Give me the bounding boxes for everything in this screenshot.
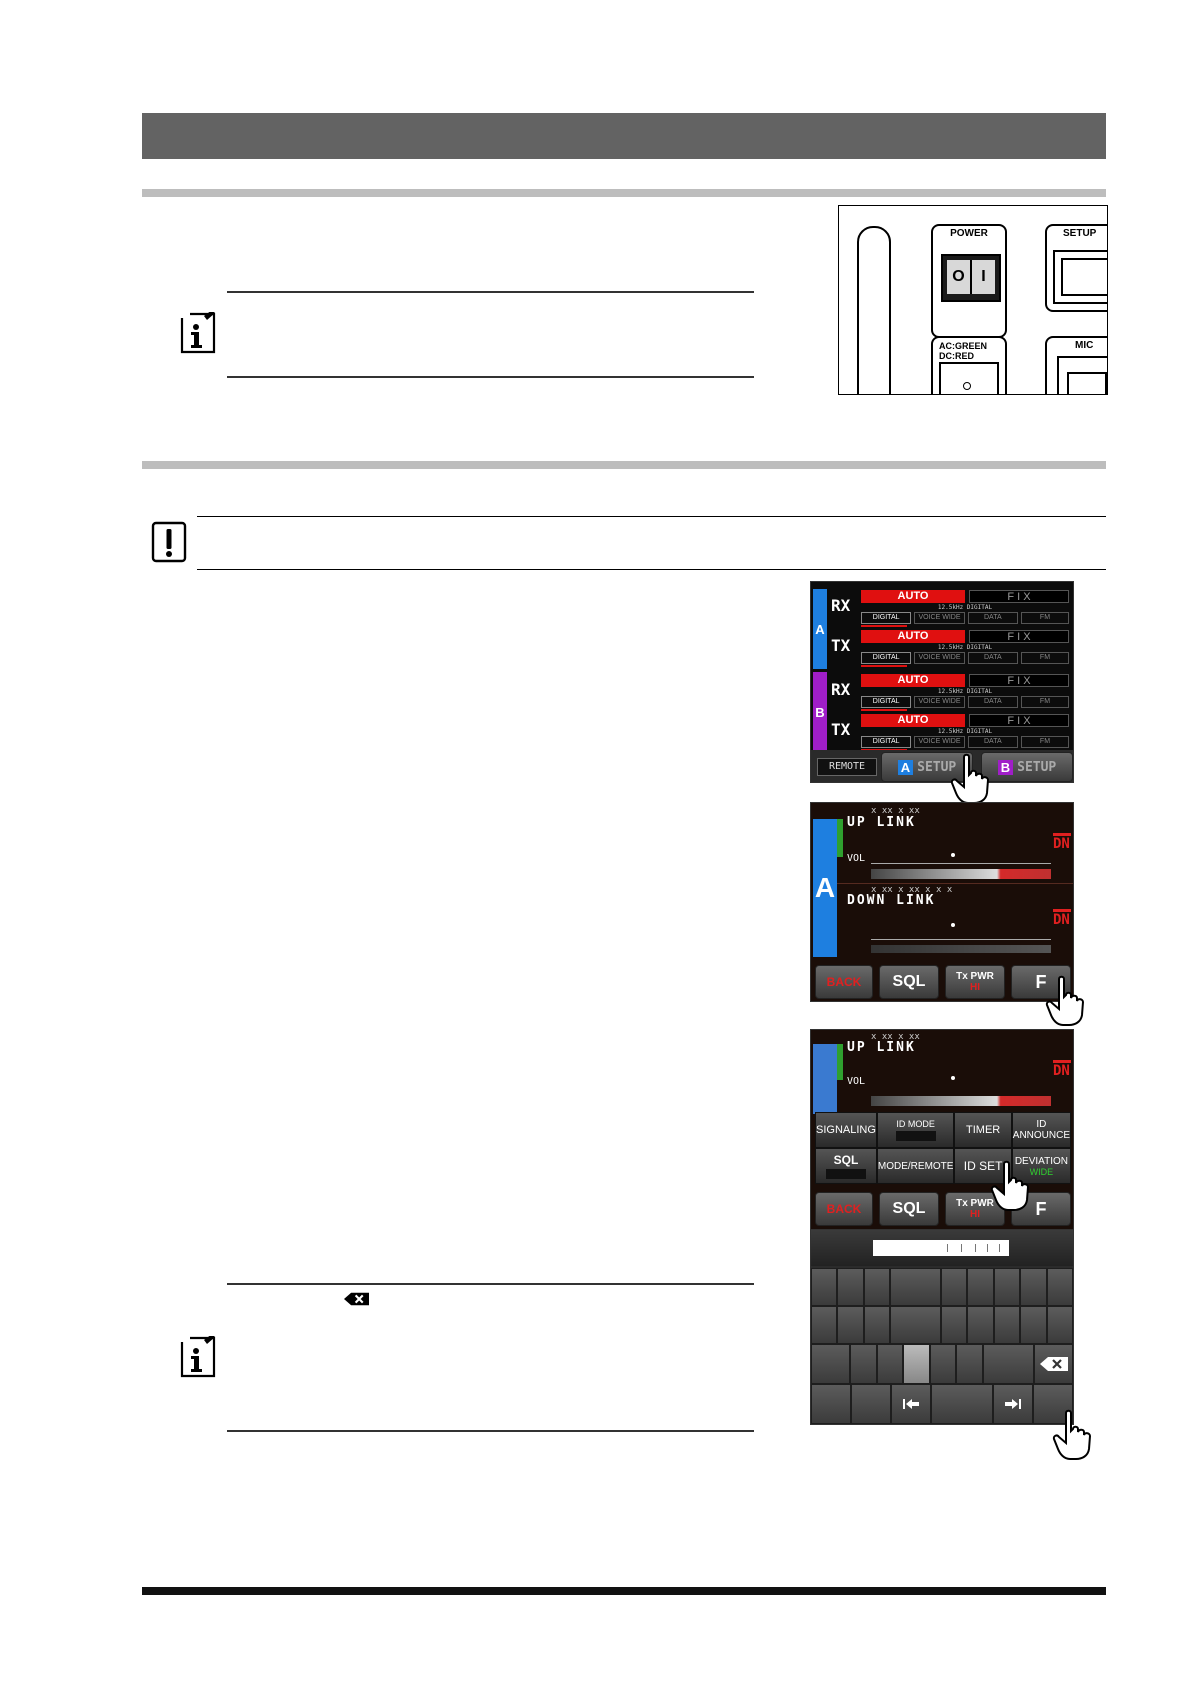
key[interactable] [967, 1268, 993, 1306]
function-menu-grid [815, 1112, 1071, 1184]
key[interactable] [850, 1344, 877, 1384]
opt-digital[interactable]: DIGITAL [861, 652, 911, 664]
auto-button[interactable]: AUTO [861, 630, 965, 643]
band-a-indicator: A [813, 819, 837, 957]
up-frequency: x xx x xx [871, 1032, 920, 1042]
mode-options [861, 696, 1069, 708]
down-frequency: x xx x xx x x x [871, 885, 953, 895]
down-dot [951, 923, 955, 927]
cursor-left-icon [903, 1399, 919, 1409]
opt-fm[interactable]: FM [1021, 736, 1069, 748]
switch-off-mark: O [947, 260, 972, 294]
power-switch[interactable] [941, 254, 1001, 302]
menu-signaling[interactable]: SIGNALING [815, 1112, 877, 1148]
key[interactable] [983, 1344, 1034, 1384]
key-row-2 [811, 1306, 1073, 1344]
fix-button[interactable]: F I X [969, 674, 1069, 687]
note2-bottom-rule [227, 1430, 754, 1432]
subsection-rule-1 [142, 189, 1106, 197]
key[interactable] [941, 1268, 967, 1306]
mic-jack [1057, 356, 1108, 395]
row-b-tx [831, 712, 1071, 752]
uplink-bar [837, 819, 843, 857]
caution-top-rule [197, 516, 1106, 517]
row-a-rx [831, 588, 1071, 628]
back-button[interactable]: BACK [815, 1192, 873, 1226]
backspace-key[interactable] [1034, 1344, 1073, 1384]
opt-voice-wide[interactable]: VOICE WIDE [914, 696, 964, 708]
up-frequency: x xx x xx [871, 806, 920, 816]
key[interactable] [994, 1306, 1020, 1344]
menu-id-mode-label: ID MODE [896, 1119, 935, 1129]
divider [837, 883, 1073, 884]
opt-voice-wide[interactable]: VOICE WIDE [914, 612, 964, 624]
led-label [939, 341, 987, 361]
key[interactable] [851, 1384, 891, 1424]
screen-main-operating [810, 802, 1074, 1002]
key[interactable] [811, 1344, 850, 1384]
selected-underline [861, 665, 907, 667]
f-button[interactable]: F [1011, 965, 1071, 999]
menu-id-mode[interactable] [877, 1112, 955, 1148]
space-key[interactable] [931, 1384, 994, 1424]
vol-label: VOL [847, 1076, 866, 1087]
power-panel-figure [838, 205, 1108, 395]
key[interactable] [1020, 1306, 1046, 1344]
backspace-icon [1040, 1357, 1068, 1371]
txpwr-value: HI [970, 982, 980, 993]
key[interactable] [864, 1268, 890, 1306]
key[interactable] [811, 1268, 837, 1306]
mode-caption: 12.5kHz DIGITAL [937, 728, 993, 735]
b-setup-letter: B [998, 760, 1013, 775]
band-a-indicator [813, 1044, 837, 1114]
mode-options [861, 736, 1069, 748]
id-input-field[interactable] [873, 1240, 1009, 1256]
vol-dot [951, 853, 955, 857]
led-label-line2: DC:RED [939, 351, 974, 361]
panel-handle [857, 226, 891, 395]
mode-caption: 12.5kHz DIGITAL [937, 688, 993, 695]
uplink-bar [837, 1044, 843, 1080]
sql-button[interactable]: SQL [879, 965, 939, 999]
opt-fm[interactable]: FM [1021, 652, 1069, 664]
row-direction: TX [831, 720, 851, 739]
row-a-tx [831, 628, 1071, 668]
setup-footer [811, 750, 1073, 782]
key[interactable] [1047, 1268, 1073, 1306]
key[interactable] [811, 1306, 837, 1344]
key[interactable] [890, 1268, 941, 1306]
auto-button[interactable]: AUTO [861, 714, 965, 727]
fix-button[interactable]: F I X [969, 714, 1069, 727]
sql-button[interactable]: SQL [879, 1192, 939, 1226]
f-button[interactable]: F [1011, 1192, 1071, 1226]
power-label: POWER [950, 228, 988, 239]
key[interactable] [956, 1344, 983, 1384]
led-label-line1: AC:GREEN [939, 341, 988, 351]
key[interactable] [967, 1306, 993, 1344]
setup-label: SETUP [1063, 228, 1097, 239]
txpwr-label: Tx PWR [956, 1198, 994, 1209]
key[interactable] [930, 1344, 957, 1384]
key-row-3 [811, 1344, 1073, 1384]
key-row-4 [811, 1384, 1073, 1424]
menu-timer[interactable]: TIMER [954, 1112, 1011, 1148]
key-row-1 [811, 1268, 1073, 1306]
led-window [939, 362, 999, 395]
note-top-rule [227, 291, 754, 293]
page-footer-bar [142, 1587, 1106, 1595]
remote-button[interactable]: REMOTE [817, 758, 877, 776]
info-note-icon [180, 312, 216, 354]
screen-function-menu [810, 1029, 1074, 1231]
opt-data[interactable]: DATA [968, 652, 1018, 664]
opt-fm[interactable]: FM [1021, 696, 1069, 708]
opt-voice-wide[interactable]: VOICE WIDE [914, 736, 964, 748]
section-title-bar [142, 113, 1106, 159]
note2-top-rule [227, 1283, 754, 1285]
subsection-rule-2 [142, 461, 1106, 469]
caution-bottom-rule [197, 569, 1106, 570]
backspace-icon [344, 1292, 369, 1306]
a-setup-label: SETUP [917, 759, 957, 775]
key[interactable] [890, 1306, 941, 1344]
key[interactable] [811, 1384, 851, 1424]
pointing-hand-icon [1052, 1409, 1092, 1461]
deviation-value: WIDE [1029, 1166, 1054, 1177]
info-note-icon [180, 1336, 216, 1378]
pointing-hand-icon [990, 1160, 1030, 1212]
key-highlighted[interactable] [903, 1344, 930, 1384]
row-direction: RX [831, 680, 851, 699]
up-link-label: UP LINK [847, 1040, 916, 1055]
down-link-label: DOWN LINK [847, 893, 936, 908]
menu-sql[interactable] [815, 1148, 877, 1184]
auto-button[interactable]: AUTO [861, 674, 965, 687]
opt-data[interactable]: DATA [968, 612, 1018, 624]
mic-label: MIC [1075, 340, 1094, 351]
menu-sql-label: SQL [833, 1153, 859, 1167]
vol-dot [951, 1076, 955, 1080]
mode-options [861, 652, 1069, 664]
band-a-tag: A [813, 589, 827, 669]
key[interactable] [877, 1344, 904, 1384]
dn-badge: DN [1053, 1060, 1071, 1079]
key[interactable] [994, 1268, 1020, 1306]
down-scale [871, 939, 1051, 940]
txpwr-label: Tx PWR [956, 971, 994, 982]
cursor-right-icon [1005, 1399, 1021, 1409]
back-button[interactable]: BACK [815, 965, 873, 999]
key[interactable] [864, 1306, 890, 1344]
opt-data[interactable]: DATA [968, 736, 1018, 748]
pointing-hand-icon [1045, 975, 1085, 1027]
selected-underline [861, 709, 907, 711]
band-rows [831, 588, 1071, 756]
row-b-rx [831, 672, 1071, 712]
vol-label: VOL [847, 853, 866, 864]
a-setup-letter: A [898, 760, 913, 775]
fix-button[interactable]: F I X [969, 630, 1069, 643]
band-b-tag: B [813, 672, 827, 752]
row-direction: RX [831, 596, 851, 615]
opt-fm[interactable]: FM [1021, 612, 1069, 624]
key[interactable] [1020, 1268, 1046, 1306]
screen-setup-bands [810, 581, 1074, 783]
key[interactable] [941, 1306, 967, 1344]
setup-button[interactable] [1053, 250, 1108, 304]
key[interactable] [1047, 1306, 1073, 1344]
opt-voice-wide[interactable]: VOICE WIDE [914, 652, 964, 664]
menu-deviation-label: DEVIATION [1014, 1155, 1068, 1167]
fix-button[interactable]: F I X [969, 590, 1069, 603]
menu-id-set[interactable]: ID SET [954, 1148, 1011, 1184]
menu-id-announce[interactable]: ID ANNOUNCE [1012, 1112, 1071, 1148]
mode-caption: 12.5kHz DIGITAL [937, 604, 993, 611]
menu-mode-remote[interactable]: MODE/REMOTE [877, 1148, 955, 1184]
switch-on-mark: I [981, 268, 986, 285]
up-link-label: UP LINK [847, 815, 916, 830]
s-meter [871, 869, 1051, 879]
scale-line [871, 863, 1051, 864]
b-setup-label: SETUP [1017, 759, 1057, 775]
opt-digital[interactable]: DIGITAL [861, 736, 911, 748]
dn-badge-down: DN [1053, 909, 1071, 928]
auto-button[interactable]: AUTO [861, 590, 965, 603]
opt-digital[interactable]: DIGITAL [861, 612, 911, 624]
opt-data[interactable]: DATA [968, 696, 1018, 708]
power-led [963, 382, 971, 390]
down-meter [871, 945, 1051, 953]
caution-icon [151, 521, 187, 563]
opt-digital[interactable]: DIGITAL [861, 696, 911, 708]
key[interactable] [837, 1306, 863, 1344]
txpwr-value: HI [970, 1209, 980, 1220]
selected-underline [861, 625, 907, 627]
mode-caption: 12.5kHz DIGITAL [937, 644, 993, 651]
b-setup-button[interactable] [981, 752, 1073, 782]
screen-keyboard [810, 1229, 1074, 1425]
pointing-hand-icon [950, 753, 990, 805]
txpwr-button[interactable] [945, 965, 1005, 999]
row-direction: TX [831, 636, 851, 655]
mode-options [861, 612, 1069, 624]
key[interactable] [837, 1268, 863, 1306]
dn-badge-up: DN [1053, 833, 1071, 852]
s-meter [871, 1096, 1051, 1106]
cursor-left-key[interactable] [891, 1384, 931, 1424]
note-bottom-rule [227, 376, 754, 378]
cursor-right-key[interactable] [993, 1384, 1033, 1424]
